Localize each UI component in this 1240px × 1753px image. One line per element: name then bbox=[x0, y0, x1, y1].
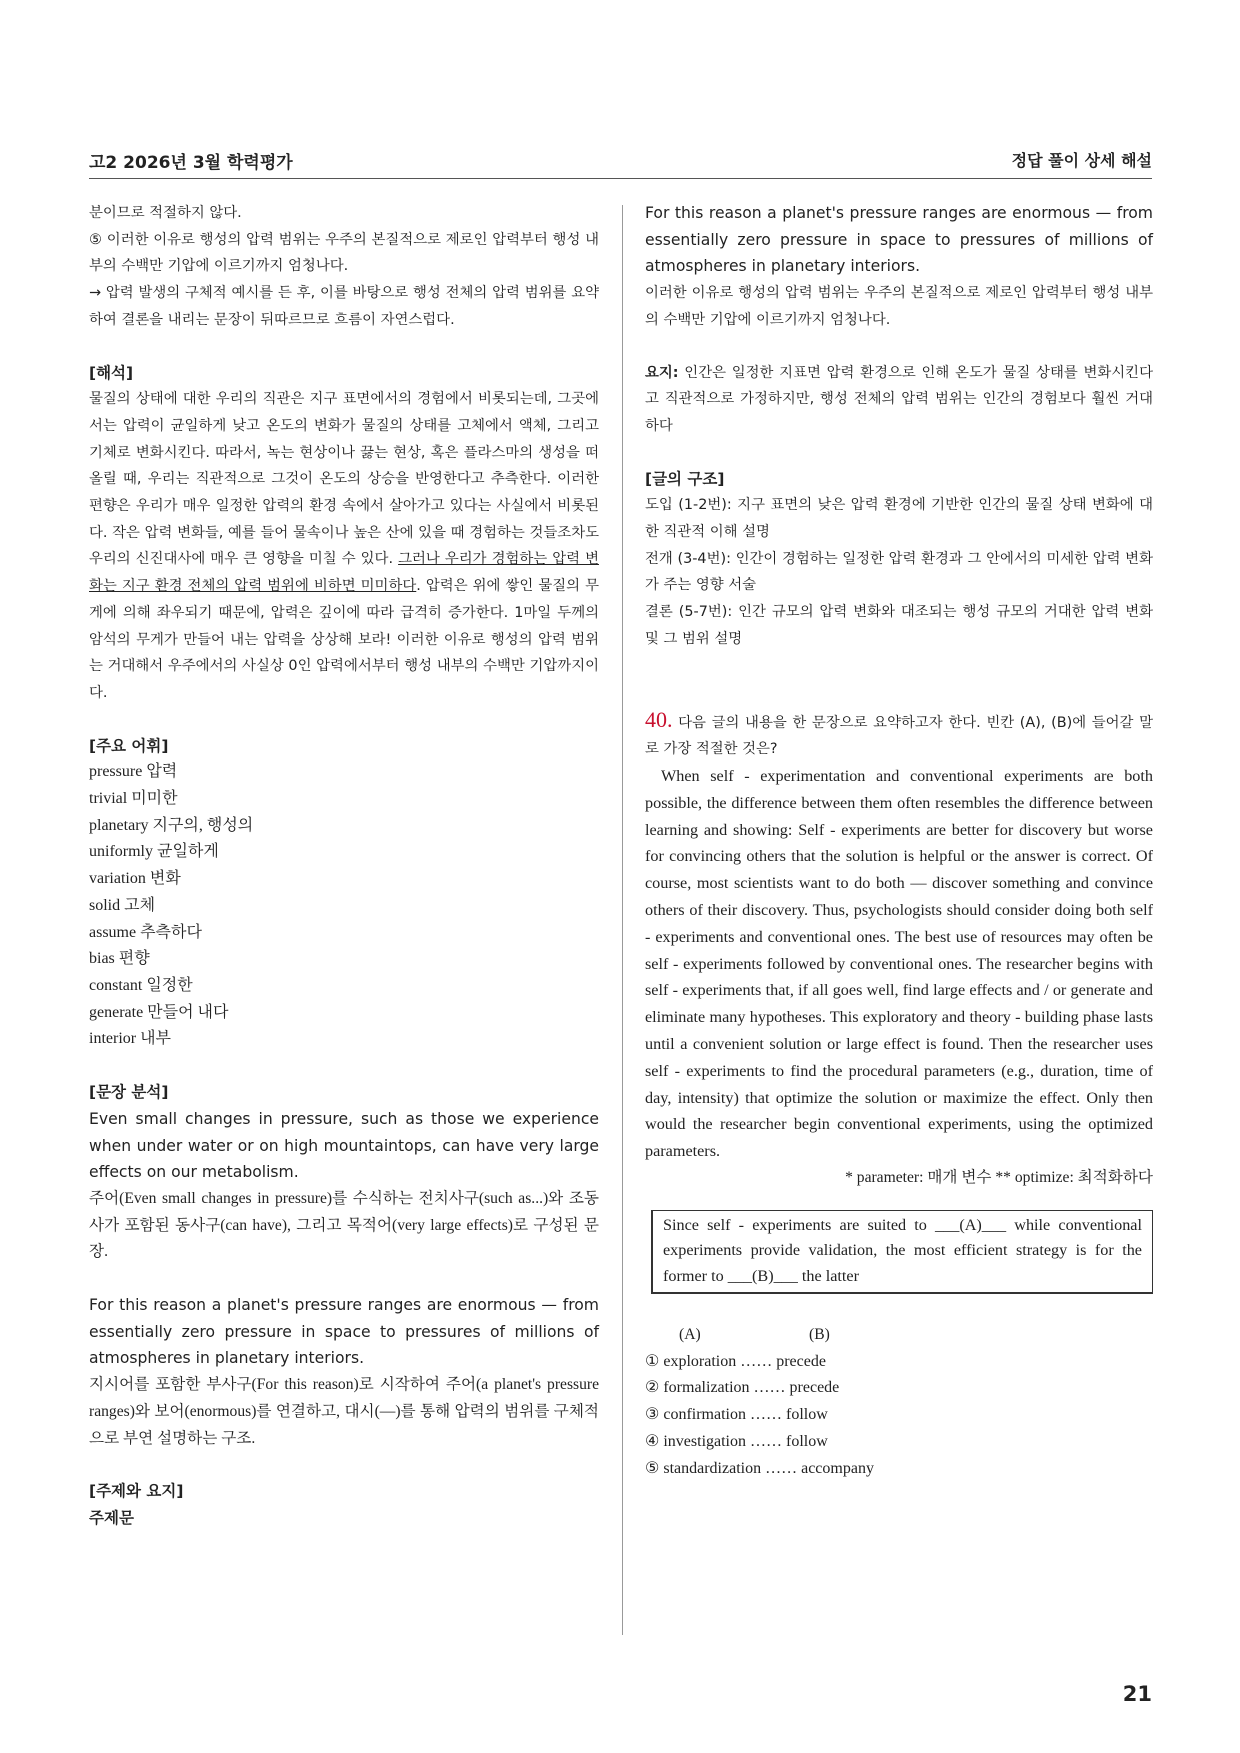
vocab-list bbox=[89, 759, 599, 1053]
answer-option-4[interactable]: ④ investigation …… follow bbox=[645, 1432, 828, 1450]
answer-option-3[interactable]: ③ confirmation …… follow bbox=[645, 1406, 828, 1424]
translation-heading: [해석] bbox=[89, 363, 134, 382]
intro-line-1: 분이므로 적절하지 않다. bbox=[89, 205, 242, 221]
translation-part-b: . 압력은 위에 쌓인 물질의 무게에 의해 좌우되기 때문에, 압력은 깊이에 따라 급격히 증가한다. 1마일 두께의 암석의 무게가 만들어 내는 압력을 상상해 보라! 이러한 이유로 행성의 압력 범위는 거대해서 우주에서의 사실상 0인 압력에서부터 행성 내부의 수백만 기압까지이다. bbox=[89, 578, 599, 701]
vocab-item: planetary 지구의, 행성의 bbox=[89, 816, 254, 834]
option-headers bbox=[645, 1322, 1153, 1349]
summary-box bbox=[651, 1210, 1153, 1294]
gist bbox=[645, 360, 1153, 440]
intro-line-2: ⑤ 이러한 이유로 행성의 압력 범위는 우주의 본질적으로 제로인 압력부터 행성 내부의 수백만 기압에 이르기까지 엄청나다. bbox=[89, 231, 599, 275]
analysis-sentence-2: For this reason a planet's pressure ranges are enormous — from essentially zero pressure in space to pressures of millions of atmospheres in planetary interiors. bbox=[89, 1296, 599, 1368]
translation-text bbox=[89, 386, 599, 706]
vocab-item: bias 편향 bbox=[89, 950, 150, 968]
question-prompt bbox=[645, 707, 1153, 763]
summary-sentence: Since self - experiments are suited to ___(A)___ while conventional experiments provide validation, the most efficient strategy is for the former to ___(B)___ the latter bbox=[663, 1215, 1142, 1286]
gist-text: 인간은 일정한 지표면 압력 환경으로 인해 온도가 물질 상태를 변화시킨다고 직관적으로 가정하지만, 행성 전체의 압력 범위는 인간의 경험보다 훨씬 거대하다 bbox=[645, 364, 1153, 434]
question-number: 40. bbox=[645, 706, 673, 732]
vocab-item: pressure 압력 bbox=[89, 763, 178, 781]
vocab-heading: [주요 어휘] bbox=[89, 736, 169, 755]
gist-label: 요지: bbox=[645, 364, 679, 381]
structure-body: 전개 (3-4번): 인간이 경험하는 일정한 압력 환경과 그 안에서의 미세한 압력 변화가 주는 영향 서술 bbox=[645, 550, 1153, 594]
vocab-item: variation 변화 bbox=[89, 870, 181, 888]
vocab-item: solid 고체 bbox=[89, 896, 156, 914]
translation-part-a: 물질의 상태에 대한 우리의 직관은 지구 표면에서의 경험에서 비롯되는데, 그곳에서는 압력이 균일하게 낮고 온도의 변화가 물질의 상태를 고체에서 액체, 그리고 기체로 변화시킨다. 따라서, 녹는 현상이나 끓는 현상, 혹은 플라스마의 생성을 떠올릴 때, 우리는 직관적으로 그것이 온도의 상승을 반영한다고 추측한다. 이러한 편향은 우리가 매우 일정한 압력의 환경 속에서 살아가고 있다는 사실에서 비롯된다. 작은 압력 변화들, 예를 들어 물속이나 높은 산에 있을 때 경험하는 것들조차도 우리의 신진대사에 매우 큰 영향을 미칠 수 있다. bbox=[89, 391, 599, 568]
answer-option-1[interactable]: ① exploration …… precede bbox=[645, 1352, 826, 1370]
answer-option-2[interactable]: ② formalization …… precede bbox=[645, 1379, 840, 1397]
vocab-item: uniformly 균일하게 bbox=[89, 843, 219, 861]
analysis-explanation-1: 주어(Even small changes in pressure)를 수식하는 전치사구(such as...)와 조동사가 포함된 동사구(can have), 그리고 목적어(very large effects)로 구성된 문장. bbox=[89, 1189, 599, 1261]
analysis-heading: [문장 분석] bbox=[89, 1083, 169, 1102]
structure-heading: [글의 구조] bbox=[645, 469, 725, 488]
theme-subheading: 주제문 bbox=[89, 1508, 134, 1527]
right-column bbox=[645, 200, 1153, 1482]
vocab-item: constant 일정한 bbox=[89, 976, 193, 994]
vocab-item: interior 내부 bbox=[89, 1030, 172, 1048]
question-text: 다음 글의 내용을 한 문장으로 요약하고자 한다. 빈칸 (A), (B)에 들어갈 말로 가장 적절한 것은? bbox=[645, 714, 1153, 758]
intro-line-3: → 압력 발생의 구체적 예시를 든 후, 이를 바탕으로 행성 전체의 압력 범위를 요약하여 결론을 내리는 문장이 뒤따르므로 흐름이 자연스럽다. bbox=[89, 285, 599, 328]
option-header-b: (B) bbox=[809, 1326, 830, 1343]
vocab-item: assume 추측하다 bbox=[89, 923, 202, 941]
theme-heading: [주제와 요지] bbox=[89, 1482, 184, 1501]
analysis-sentence-1: Even small changes in pressure, such as those we experience when under water or on high mountaintops, can have very large effects on our metabolism. bbox=[89, 1109, 599, 1182]
theme-sentence-en: For this reason a planet's pressure ranges are enormous — from essentially zero pressure in space to pressures of millions of atmospheres in planetary interiors. bbox=[645, 204, 1153, 276]
structure-conclusion: 결론 (5-7번): 인간 규모의 압력 변화와 대조되는 행성 규모의 거대한 압력 변화 및 그 범위 설명 bbox=[645, 604, 1153, 647]
theme-sentence-ko: 이러한 이유로 행성의 압력 범위는 우주의 본질적으로 제로인 압력부터 행성 내부의 수백만 기압에 이르기까지 엄청나다. bbox=[645, 285, 1153, 328]
vocab-item: trivial 미미한 bbox=[89, 790, 178, 808]
page-number: 21 bbox=[1122, 1682, 1152, 1706]
exam-title: 고2 2026년 3월 학력평가 bbox=[89, 153, 293, 173]
translation-underlined: 그러나 우리가 경험하는 압력 변화는 지구 환경 전체의 압력 범위에 비하면 미미하다 bbox=[89, 551, 599, 595]
structure-intro: 도입 (1-2번): 지구 표면의 낮은 압력 환경에 기반한 인간의 물질 상태 변화에 대한 직관적 이해 설명 bbox=[645, 497, 1153, 541]
answer-option-5[interactable]: ⑤ standardization …… accompany bbox=[645, 1459, 874, 1477]
column-divider bbox=[622, 205, 623, 1635]
left-column bbox=[89, 200, 599, 1532]
analysis-explanation-2: 지시어를 포함한 부사구(For this reason)로 시작하여 주어(a planet's pressure ranges)와 보어(enormous)를 연결하고, 대시(—)를 통해 압력의 범위를 구체적으로 부연 설명하는 구조. bbox=[89, 1376, 599, 1447]
page-header bbox=[89, 148, 1152, 179]
section-title: 정답 풀이 상세 해설 bbox=[1011, 151, 1152, 170]
question-passage: When self - experimentation and conventional experiments are both possible, the difference between them often resembles the difference between learning and showing: Self - experiments are better for discovery but worse for convincing others that the solution is helpful or the answer is correct. Of course, most scientists want to do both — discover something and convince others of their discovery. Thus, psychologists should consider doing both self - experiments and conventional ones. The best use of resources may often be self - experiments followed by conventional ones. The researcher begins with self - experiments that, if all goes well, find large effects and / or generate and eliminate many hypotheses. This exploratory and theory - building phase lasts until a convenient solution or large effect is found. Then the researcher uses self - experiments to find the procedural parameters (e.g., duration, time of day, intensity) that optimize the solution or maximize the effect. Only then would the researcher begin conventional experiments, using the optimized parameters. bbox=[645, 766, 1153, 1161]
footnote: * parameter: 매개 변수 ** optimize: 최적화하다 bbox=[845, 1168, 1153, 1186]
option-header-a: (A) bbox=[679, 1326, 701, 1343]
vocab-item: generate 만들어 내다 bbox=[89, 1003, 229, 1021]
